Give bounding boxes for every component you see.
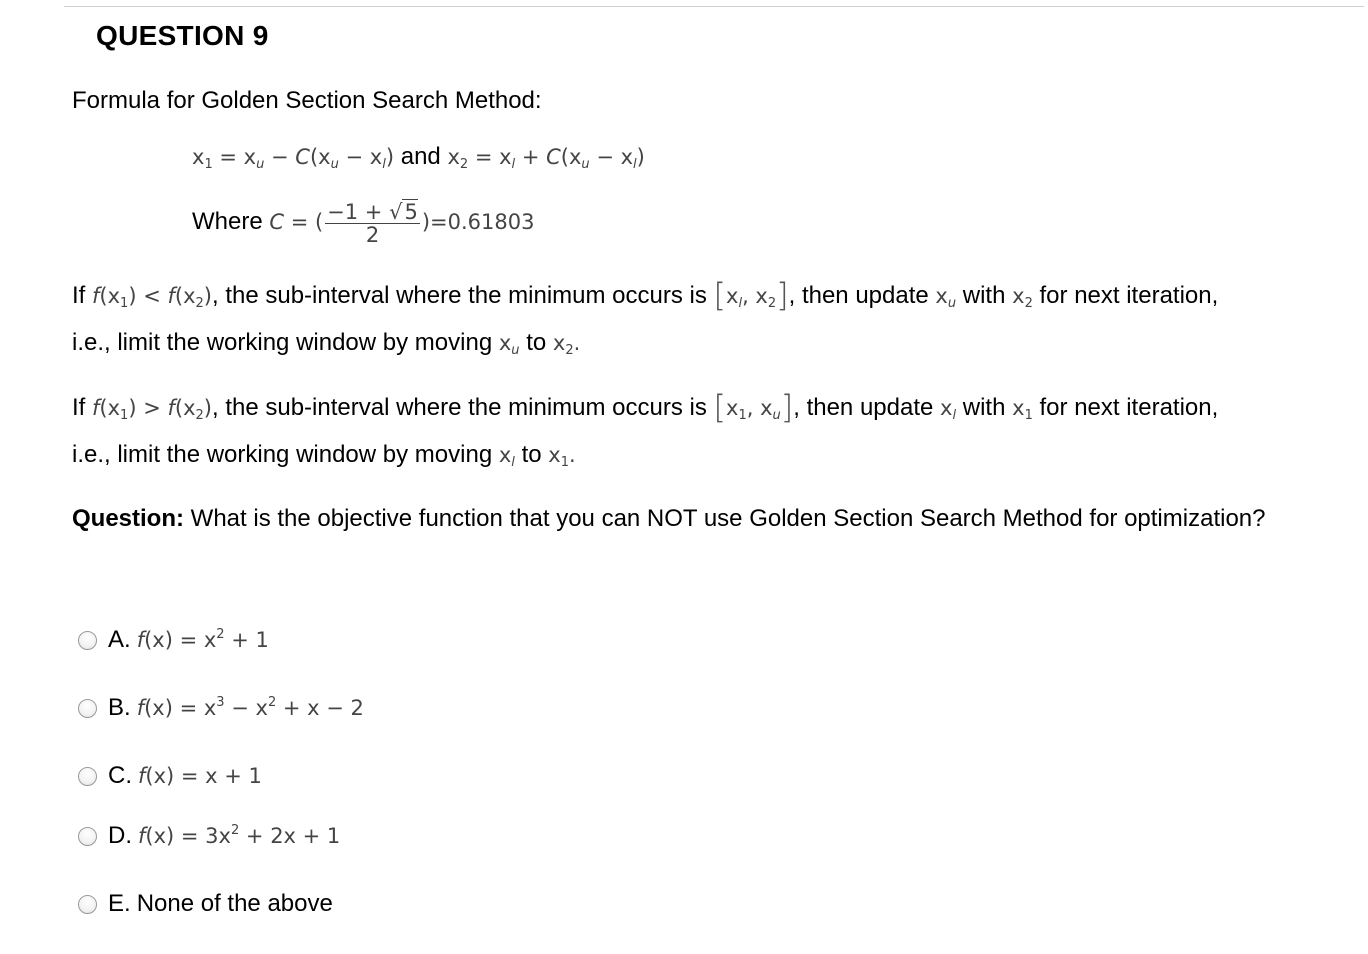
option-b-formula: $f(x) = x^3 - x^2 + x - 2$: [136, 695, 364, 720]
option-d-letter: D.: [108, 822, 132, 849]
option-d[interactable]: [78, 822, 340, 850]
option-b-letter: B.: [108, 694, 131, 721]
rule2-line2: [72, 440, 576, 470]
rule1-condition: $f(x_1) < f(x_2)$: [92, 284, 212, 311]
formula-where: Where: [192, 208, 263, 235]
formula-c-value: =0.61803: [430, 210, 535, 234]
rule1-line2: [72, 328, 580, 358]
rule1-var-xu: $x_u$: [935, 284, 957, 311]
option-e-text: None of the above: [136, 890, 333, 917]
formula-and: and: [400, 143, 441, 170]
rule2-text-d: with: [962, 394, 1006, 421]
option-c[interactable]: [78, 762, 262, 790]
rule2-var-xl-2: $x_l$: [498, 443, 515, 470]
question-title: QUESTION 9: [96, 20, 269, 51]
option-c-letter: C.: [108, 762, 132, 789]
option-c-radio[interactable]: [78, 767, 97, 786]
rule2-if: If: [72, 394, 86, 421]
option-a[interactable]: [78, 626, 269, 654]
question-label: Question:: [72, 505, 184, 532]
rule1-text-g: to: [526, 329, 547, 356]
option-a-formula: $f(x) = x^2 + 1$: [136, 627, 269, 652]
rule2-interval: [$x_1$, $x_u$]: [713, 388, 794, 426]
formula-line-1: [192, 142, 645, 172]
rule2-text-b: , the sub-interval where the minimum occurs is: [211, 394, 707, 421]
option-d-radio[interactable]: [78, 827, 97, 846]
option-a-radio[interactable]: [78, 631, 97, 650]
rule2-text-c: , then update: [793, 394, 934, 421]
rule2-text-f: i.e., limit the working window by moving: [72, 441, 493, 468]
formula-x2: $x_2 = x_l + C(x_u - x_l)$: [447, 145, 645, 172]
rule1-line1: [72, 276, 1219, 314]
question-prompt: [72, 504, 1272, 534]
formula-heading: Formula for Golden Section Search Method:: [72, 87, 542, 114]
question-text: What is the objective function that you can NOT use Golden Section Search Method for optimization?: [190, 505, 1266, 532]
rule1-var-x2: $x_2$: [1012, 284, 1033, 311]
formula-line-2: [192, 196, 534, 248]
option-e-letter: E.: [108, 890, 131, 917]
option-d-formula: $f(x) = 3x^2 + 2x + 1$: [138, 823, 341, 848]
option-b-radio[interactable]: [78, 699, 97, 718]
rule1-text-e: for next iteration,: [1039, 282, 1219, 309]
option-c-formula: f(x) = x + 1: [138, 764, 262, 788]
rule1-var-x2-2: $x_2$.: [552, 331, 581, 358]
formula-x1: $x_1 = x_u - C(x_u - x_l)$: [192, 145, 395, 172]
option-b[interactable]: [78, 694, 364, 722]
rule2-condition: $f(x_1) > f(x_2)$: [92, 396, 212, 423]
rule2-var-x1-2: $x_1$.: [548, 443, 576, 470]
rule1-var-xu-2: $x_u$: [498, 331, 520, 358]
rule1-text-b: , the sub-interval where the minimum occurs is: [211, 282, 707, 309]
rule2-text-g: to: [521, 441, 542, 468]
rule1-if: If: [72, 282, 86, 309]
top-divider: [64, 6, 1364, 7]
rule2-line1: [72, 388, 1219, 426]
rule1-text-f: i.e., limit the working window by moving: [72, 329, 493, 356]
rule1-interval: [$x_l$, $x_2$]: [713, 276, 789, 314]
rule2-text-e: for next iteration,: [1039, 394, 1219, 421]
rule2-var-xl: $x_l$: [940, 396, 957, 423]
formula-c-def: C = ( $\frac{-1 + √5}{2}$ ): [269, 199, 431, 247]
option-e-radio[interactable]: [78, 895, 97, 914]
option-a-letter: A.: [108, 626, 131, 653]
option-e[interactable]: [78, 890, 333, 918]
rule1-text-d: with: [962, 282, 1006, 309]
rule2-var-x1: $x_1$: [1012, 396, 1033, 423]
rule1-text-c: , then update: [788, 282, 929, 309]
